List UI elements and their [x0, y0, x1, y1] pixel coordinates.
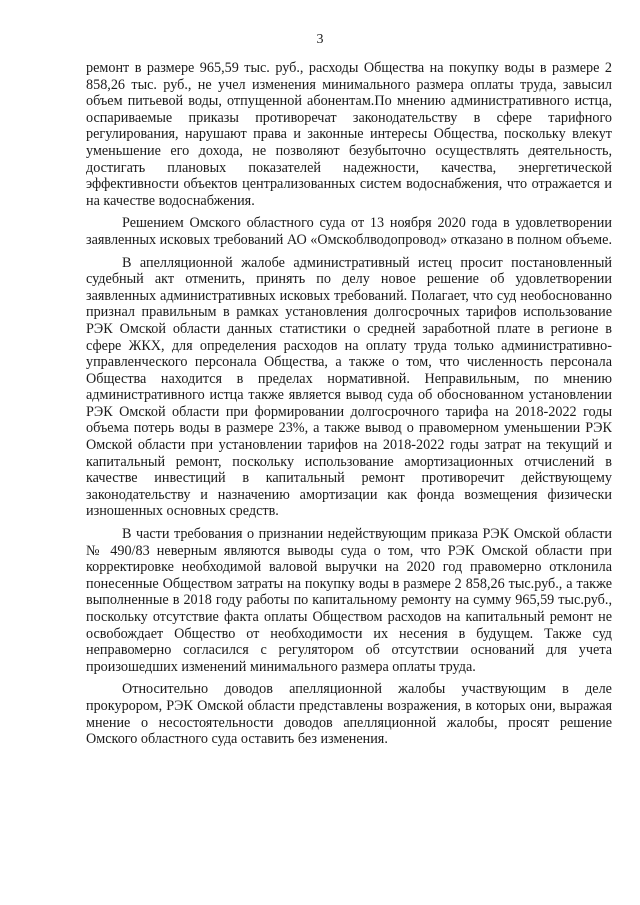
paragraph-court-decision: Решением Омского областного суда от 13 ноября 2020 года в удовлетворении заявленных исковых требований АО «Омскоблводопровод» отказано в полном объеме. — [86, 215, 612, 248]
page-number: 3 — [316, 32, 324, 47]
paragraph-continuation: ремонт в размере 965,59 тыс. руб., расходы Общества на покупку воды в размере 2 858,26 тыс. руб., не учел изменения минимального размера оплаты труда, завысил объем питьевой воды, отпущенной абонентам.По мнению административного истца, оспариваемые приказы противоречат законодательству в сфере тарифного регулирования, нарушают права и законные интересы Общества, поскольку влекут уменьшение его дохода, не позволяют безубыточно осуществлять деятельность, достигать плановых показателей надежности, качества, энергетической эффективности объектов централизованных систем водоснабжения, что отражается и на качестве водоснабжения. — [86, 60, 612, 209]
document-body — [86, 60, 612, 754]
paragraph-order-requirements: В части требования о признании недействующим приказа РЭК Омской области № 490/83 неверным являются выводы суда о том, что РЭК Омской области при корректировке необходимой валовой выручки на 2020 год правомерно отклонила понесенные Обществом затраты на покупку воды в размере 2 858,26 тыс.руб., а также выполненные в 2018 году работы по капитальному ремонту на сумму 965,59 тыс.руб., поскольку отсутствие факта оплаты Обществом расходов на капитальный ремонт не освобождает Общество от необходимости их несения в будущем. Также суд неправомерно согласился с регулятором об отсутствии оснований для учета произошедших изменений минимального размера оплаты труда. — [86, 526, 612, 675]
paragraph-objections: Относительно доводов апелляционной жалобы участвующим в деле прокурором, РЭК Омской области представлены возражения, в которых они, выражая мнение о несостоятельности доводов апелляционной жалобы, просят решение Омского областного суда оставить без изменения. — [86, 681, 612, 748]
paragraph-appeal: В апелляционной жалобе административный истец просит постановленный судебный акт отменить, принять по делу новое решение об удовлетворении заявленных административных исковых требований. Полагает, что суд необоснованно признал правильным в рамках установления долгосрочных тарифов использование РЭК Омской области данных статистики о средней заработной плате в регионе в сфере ЖКХ, для определения расходов на оплату труда только административно-управленческого персонала Общества, а также о том, что численность персонала Общества находится в пределах нормативной. Неправильным, по мнению административного истца также является вывод суда об обоснованном установлении РЭК Омской области при формировании долгосрочного тарифа на 2018-2022 годы объема потерь воды в размере 23%, а также вывод о правомерном уменьшении РЭК Омской области при установлении тарифов на 2018-2022 годы затрат на текущий и капитальный ремонт, поскольку использование амортизационных отчислений в качестве инвестиций в капитальный ремонт противоречит действующему законодательству и назначению амортизации как фонда возмещения физически изношенных основных средств. — [86, 254, 612, 520]
